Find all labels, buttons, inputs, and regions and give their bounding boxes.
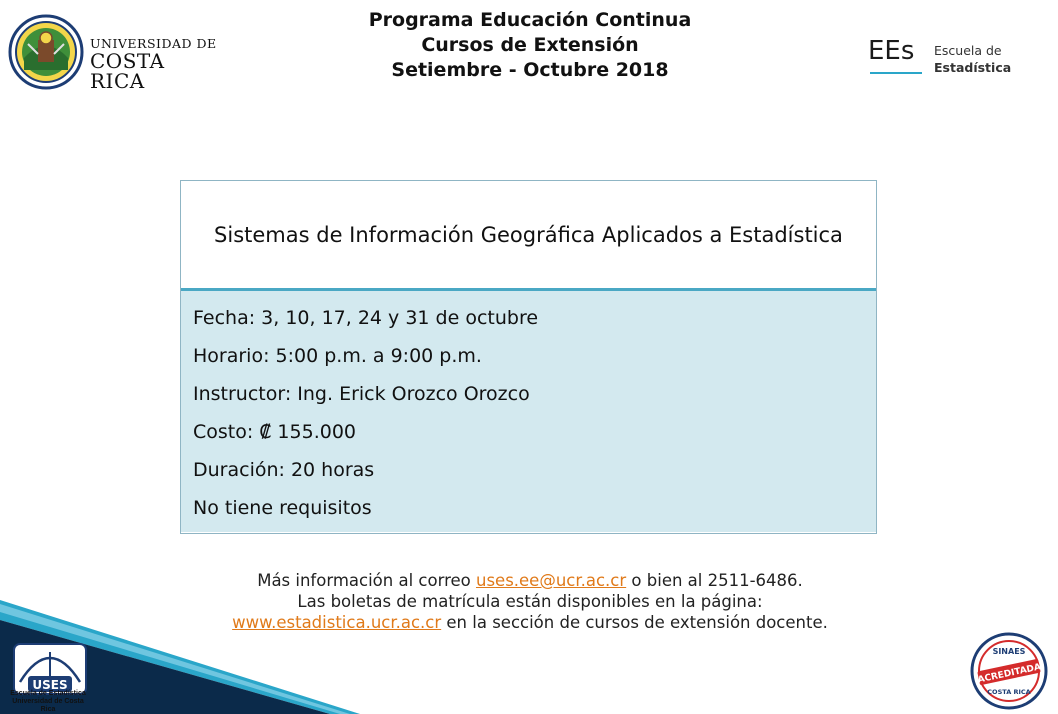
course-date: Fecha: 3, 10, 17, 24 y 31 de octubre xyxy=(193,307,539,329)
info-line-3-suffix: en la sección de cursos de extensión docente. xyxy=(441,613,828,632)
program-title xyxy=(300,8,760,83)
ees-logo xyxy=(868,36,1048,86)
ees-underline xyxy=(870,72,922,74)
info-line-2: Las boletas de matrícula están disponibles en la página: xyxy=(297,592,763,611)
sinaes-bottom-text: COSTA RICA xyxy=(987,688,1031,696)
course-card xyxy=(180,180,877,534)
course-instructor: Instructor: Ing. Erick Orozco Orozco xyxy=(193,383,530,405)
info-line-1-suffix: o bien al 2511-6486. xyxy=(626,571,803,590)
ucr-name-line-1: UNIVERSIDAD DE xyxy=(90,36,217,51)
program-title-line-2: Cursos de Extensión xyxy=(421,34,639,56)
uses-caption-line-1: Escuela de Estadística xyxy=(10,690,86,697)
course-title: Sistemas de Información Geográfica Aplicados a Estadística xyxy=(181,181,876,291)
contact-info xyxy=(140,570,920,633)
uses-mark: USES xyxy=(32,678,68,692)
course-cost: Costo: ₡ 155.000 xyxy=(193,421,357,443)
university-seal-icon xyxy=(8,14,84,90)
uses-caption-line-2: Universidad de Costa Rica xyxy=(12,698,84,713)
sinaes-middle-text: ACREDITADA xyxy=(976,662,1042,686)
info-line-1-prefix: Más información al correo xyxy=(257,571,476,590)
course-duration: Duración: 20 horas xyxy=(193,459,375,481)
website-link[interactable]: www.estadistica.ucr.ac.cr xyxy=(232,613,442,632)
ees-mark: EEs xyxy=(868,36,915,66)
sinaes-top-text: SINAES xyxy=(992,647,1026,656)
program-title-line-1: Programa Educación Continua xyxy=(368,9,692,31)
email-link[interactable]: uses.ee@ucr.ac.cr xyxy=(475,571,627,590)
sinaes-accreditation-badge-icon xyxy=(970,632,1048,710)
program-title-line-3: Setiembre - Octubre 2018 xyxy=(391,59,669,81)
ees-line-2: Estadística xyxy=(934,60,1012,75)
course-schedule: Horario: 5:00 p.m. a 9:00 p.m. xyxy=(193,345,482,367)
ucr-name-line-2: COSTA RICA xyxy=(90,49,165,93)
ees-line-1: Escuela de xyxy=(934,43,1002,58)
uses-caption xyxy=(6,690,90,714)
ucr-logo xyxy=(8,14,218,94)
course-details xyxy=(181,291,876,532)
course-requirements: No tiene requisitos xyxy=(193,497,372,519)
